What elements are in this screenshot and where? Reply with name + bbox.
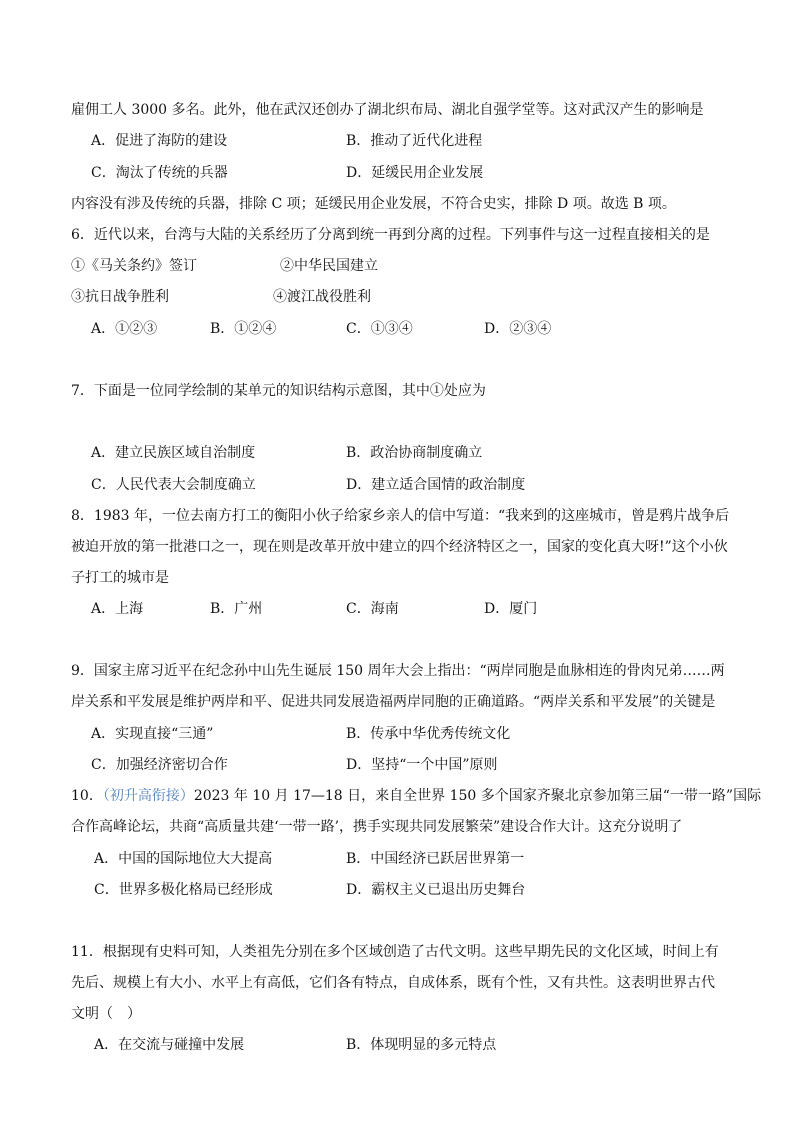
- option-a: A．中国的国际地位大大提高: [94, 851, 273, 867]
- option-b: B．体现明显的多元特点: [346, 1037, 497, 1053]
- explanation-line: 内容没有涉及传统的兵器，排除 C 项；延缓民用企业发展，不符合史实，排除 D 项。故选 B 项。: [71, 196, 676, 212]
- option-d: D．坚持“一个中国”原则: [346, 757, 498, 773]
- question-9: 9．国家主席习近平在纪念孙中山先生诞辰 150 周年大会上指出：“两岸同胞是血脉相连的骨肉兄弟……两: [71, 663, 725, 679]
- text-line: 子打工的城市是: [71, 570, 169, 586]
- option-a: A．上海: [91, 601, 144, 617]
- option-c: C．①③④: [346, 321, 413, 337]
- option-b: B．推动了近代化进程: [346, 133, 483, 149]
- option-b: B．传承中华优秀传统文化: [346, 726, 511, 742]
- question-11: 11．根据现有史料可知，人类祖先分别在多个区域创造了古代文明。这些早期先民的文化区域，时间上有: [71, 944, 719, 960]
- option-a: A．建立民族区域自治制度: [91, 445, 256, 461]
- option-a: A．促进了海防的建设: [91, 133, 228, 149]
- text-line: 雇佣工人 3000 多名。此外，他在武汉还创办了湖北织布局、湖北自强学堂等。这对武汉产生的影响是: [71, 102, 704, 118]
- question-8: 8．1983 年，一位去南方打工的衡阳小伙子给家乡亲人的信中写道：“我来到的这座城市，曾是鸦片战争后: [71, 508, 730, 524]
- option-c: C．人民代表大会制度确立: [91, 477, 256, 493]
- option-c: C．淘汰了传统的兵器: [91, 165, 228, 181]
- question-number: 10．: [71, 788, 103, 804]
- q6-item-2: ②中华民国建立: [280, 258, 378, 274]
- option-d: D．②③④: [484, 321, 552, 337]
- text-line: 合作高峰论坛，共商“高质量共建‘一带一路’，携手实现共同发展繁荣”建设合作大计。这充分说明了: [71, 819, 683, 835]
- option-d: D．厦门: [484, 601, 538, 617]
- q6-item-1: ①《马关条约》签订: [71, 258, 197, 274]
- question-10: [71, 787, 761, 805]
- option-a: A．①②③: [91, 321, 158, 337]
- option-a: A．实现直接“三通”: [91, 726, 214, 742]
- q6-item-3: ③抗日战争胜利: [71, 289, 169, 305]
- option-c: C．加强经济密切合作: [91, 757, 228, 773]
- option-b: B．政治协商制度确立: [346, 445, 483, 461]
- q6-item-4: ④渡江战役胜利: [273, 289, 371, 305]
- option-c: C．世界多极化格局已经形成: [94, 882, 273, 898]
- text-line: 文明（ ）: [71, 1006, 141, 1022]
- option-c: C．海南: [346, 601, 399, 617]
- option-b: B．广州: [210, 601, 263, 617]
- question-6: 6．近代以来，台湾与大陆的关系经历了分离到统一再到分离的过程。下列事件与这一过程直接相关的是: [71, 227, 710, 243]
- text-line: 先后、规模上有大小、水平上有高低，它们各有特点，自成体系，既有个性，又有共性。这表明世界古代: [71, 975, 715, 991]
- option-b: B．①②④: [210, 321, 277, 337]
- question-7: 7．下面是一位同学绘制的某单元的知识结构示意图，其中①处应为: [71, 383, 486, 399]
- option-d: D．延缓民用企业发展: [346, 165, 484, 181]
- question-text: 2023 年 10 月 17—18 日，来自全世界 150 多个国家齐聚北京参加第三届“一带一路”国际: [193, 788, 762, 804]
- text-line: 被迫开放的第一批港口之一，现在则是改革开放中建立的四个经济特区之一，国家的变化真大呀!”这个小伙: [71, 539, 728, 555]
- option-b: B．中国经济已跃居世界第一: [346, 851, 525, 867]
- option-d: D．建立适合国情的政治制度: [346, 477, 526, 493]
- question-tag: （初升高衔接）: [102, 788, 194, 804]
- option-d: D．霸权主义已退出历史舞台: [346, 882, 526, 898]
- text-line: 岸关系和平发展是维护两岸和平、促进共同发展造福两岸同胞的正确道路。“两岸关系和平发展”的关键是: [71, 694, 716, 710]
- option-a: A．在交流与碰撞中发展: [94, 1037, 245, 1053]
